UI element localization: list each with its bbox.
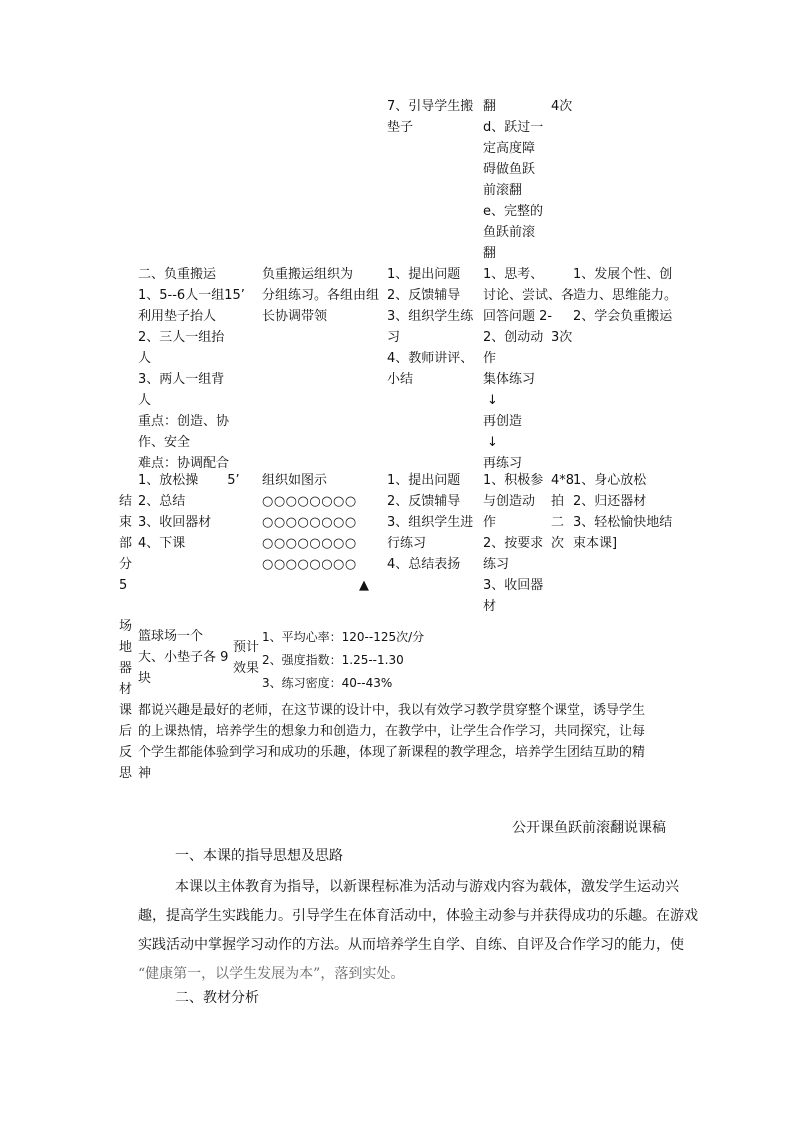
end-col4-line: 作 bbox=[483, 515, 497, 530]
venue-label bbox=[119, 616, 132, 700]
load-col6-line: 造力、思维能力。 bbox=[573, 288, 678, 303]
end-side-char: 分 bbox=[119, 557, 133, 572]
end-col4 bbox=[483, 470, 543, 617]
load-col1-line: 难点：协调配合 bbox=[138, 456, 230, 471]
end-col1-line: 2、总结 bbox=[138, 494, 186, 509]
formation-row: ○○○○○○○○ bbox=[262, 536, 357, 551]
top-col4 bbox=[483, 96, 543, 264]
end-col5-line: 二 bbox=[551, 515, 565, 530]
load-col1-line: 3、两人一组背 bbox=[138, 372, 225, 387]
load-col6-line: 1、发展个性、创 bbox=[573, 267, 673, 282]
load-col2-line: 长协调带领 bbox=[262, 309, 328, 324]
down-arrow-icon: ↓ bbox=[487, 393, 498, 408]
load-col4-line: 2、创动动 bbox=[483, 330, 544, 345]
effect-label bbox=[233, 637, 259, 679]
venue-label-char: 地 bbox=[119, 640, 133, 655]
load-col3-line: 小结 bbox=[387, 372, 414, 387]
formation-row: ○○○○○○○○ bbox=[262, 557, 357, 572]
load-col4-line: 再练习 bbox=[483, 456, 523, 471]
load-col3-line: 习 bbox=[387, 330, 401, 345]
reflection-line: 神 bbox=[138, 766, 152, 781]
end-col6-line: 束本课] bbox=[573, 536, 618, 551]
section1-paragraph bbox=[138, 873, 698, 989]
end-col4-line: 与创造动 bbox=[483, 494, 536, 509]
load-col4-line: 作 bbox=[483, 351, 497, 366]
load-col4-line: 1、思考、 bbox=[483, 267, 544, 282]
effect-line: 3、练习密度：40--43% bbox=[262, 676, 393, 690]
end-side-char: 部 bbox=[119, 536, 133, 551]
paragraph-line: 本课以主体教育为指导，以新课程标准为活动与游戏内容为载体，激发学生运动兴 bbox=[175, 879, 679, 895]
reflection-line: 的上课热情，培养学生的想象力和创造力，在教学中，让学生合作学习，共同探究，让每 bbox=[138, 724, 646, 739]
end-col5-line: 4*8 bbox=[551, 473, 575, 488]
load-col4-line: 再创造 bbox=[483, 414, 523, 429]
load-col1 bbox=[138, 264, 245, 474]
top-col4-line: 碍做鱼跃 bbox=[483, 162, 536, 177]
reflection-label-char: 思 bbox=[119, 766, 133, 781]
end-col4-line: 材 bbox=[483, 599, 497, 614]
end-col5 bbox=[551, 470, 574, 554]
paragraph-line: 实践活动中掌握学习动作的方法。从而培养学生自学、自练、自评及合作学习的能力，使 bbox=[138, 937, 684, 953]
venue-label-char: 材 bbox=[119, 682, 133, 697]
load-col2-line: 负重搬运组织为 bbox=[262, 267, 354, 282]
load-col4-line: 回答问题 2- bbox=[483, 309, 553, 324]
load-col3-line: 3、组织学生练 bbox=[387, 309, 474, 324]
end-col4-line: 1、积极参 bbox=[483, 473, 544, 488]
load-col6-line: 2、学会负重搬运 bbox=[573, 309, 673, 324]
load-col3-line: 4、教师讲评、 bbox=[387, 351, 474, 366]
end-side-char: 束 bbox=[119, 515, 133, 530]
end-col4-line: 2、按要求 bbox=[483, 536, 544, 551]
end-col1 bbox=[138, 470, 240, 554]
section-heading: 一、本课的指导思想及思路 bbox=[175, 848, 343, 864]
end-col5-line: 拍 bbox=[551, 494, 565, 509]
top-col4-line: d、跃过一 bbox=[483, 120, 544, 135]
effect-label-line: 效果 bbox=[233, 661, 260, 676]
end-col4-line: 3、收回器 bbox=[483, 578, 544, 593]
formation-row: ○○○○○○○○ bbox=[262, 494, 357, 509]
end-col2 bbox=[262, 470, 357, 575]
load-col1-line: 利用垫子抬人 bbox=[138, 309, 217, 324]
end-side-label bbox=[119, 491, 132, 596]
top-col4-line: e、完整的 bbox=[483, 204, 543, 219]
load-col2 bbox=[262, 264, 379, 327]
top-col5: 4次 bbox=[551, 99, 573, 114]
reflection-line: 个学生都能体验到学习和成功的乐趣，体现了新课程的教学理念，培养学生团结互助的精 bbox=[138, 745, 646, 760]
end-col6-line: 1、身心放松 bbox=[573, 473, 647, 488]
load-col1-line: 重点：创造、协 bbox=[138, 414, 230, 429]
end-side-char: 结 bbox=[119, 494, 133, 509]
end-col1-line: 3、收回器材 bbox=[138, 515, 212, 530]
end-col3-line: 1、提出问题 bbox=[387, 473, 461, 488]
effect-line: 1、平均心率：120--125次/分 bbox=[262, 630, 425, 644]
end-col3-line: 3、组织学生进 bbox=[387, 515, 474, 530]
load-col3-line: 2、反馈辅导 bbox=[387, 288, 461, 303]
top-col4-line: 鱼跃前滚 bbox=[483, 225, 536, 240]
reflection-label-char: 反 bbox=[119, 745, 133, 760]
load-col3 bbox=[387, 264, 473, 390]
load-col2-line: 分组练习。各组由组 bbox=[262, 288, 380, 303]
end-col3 bbox=[387, 470, 473, 575]
formation-title: 组织如图示 bbox=[262, 473, 328, 488]
venue-label-char: 器 bbox=[119, 661, 133, 676]
venue-line: 大、小垫子各 9 bbox=[138, 650, 229, 665]
top-col4-line: 翻 bbox=[483, 246, 497, 261]
reflection-text bbox=[138, 700, 645, 784]
down-arrow-icon: ↓ bbox=[487, 435, 498, 450]
top-col4-line: 前滚翻 bbox=[483, 183, 523, 198]
venue-label-char: 场 bbox=[119, 619, 133, 634]
reflection-line: 都说兴趣是最好的老师，在这节课的设计中，我以有效学习教学贯穿整个课堂，诱导学生 bbox=[138, 703, 646, 718]
reflection-label bbox=[119, 700, 132, 784]
end-col1-line: 1、放松操 5’ bbox=[138, 473, 240, 488]
load-col1-line: 人 bbox=[138, 351, 152, 366]
venue-line: 块 bbox=[138, 671, 152, 686]
end-col6 bbox=[573, 470, 672, 554]
load-col4 bbox=[483, 264, 574, 474]
document-title: 公开课鱼跃前滚翻说课稿 bbox=[512, 820, 666, 836]
load-col3-line: 1、提出问题 bbox=[387, 267, 461, 282]
top-col4-line: 翻 bbox=[483, 99, 497, 114]
venue-line: 篮球场一个 bbox=[138, 629, 204, 644]
load-col1-line: 人 bbox=[138, 393, 152, 408]
end-col6-line: 3、轻松愉快地结 bbox=[573, 515, 673, 530]
load-col1-line: 2、三人一组抬 bbox=[138, 330, 225, 345]
effect-list bbox=[262, 626, 424, 695]
teacher-triangle-icon: ▲ bbox=[359, 578, 369, 593]
formation-row: ○○○○○○○○ bbox=[262, 515, 357, 530]
effect-label-line: 预计 bbox=[233, 640, 260, 655]
load-col1-line: 二、负重搬运 bbox=[138, 267, 217, 282]
top-col3 bbox=[387, 96, 473, 138]
load-col1-line: 作、安全 bbox=[138, 435, 191, 450]
end-col6-line: 2、归还器材 bbox=[573, 494, 647, 509]
paragraph-line: 趣，提高学生实践能力。引导学生在体育活动中，体验主动参与并获得成功的乐趣。在游戏 bbox=[138, 908, 698, 924]
end-col3-line: 2、反馈辅导 bbox=[387, 494, 461, 509]
section-heading: 二、教材分析 bbox=[175, 990, 259, 1006]
load-col4-line: 集体练习 bbox=[483, 372, 536, 387]
top-col3-line: 垫子 bbox=[387, 120, 414, 135]
end-col3-line: 4、总结表扬 bbox=[387, 557, 461, 572]
reflection-label-char: 课 bbox=[119, 703, 133, 718]
end-col4-line: 练习 bbox=[483, 557, 510, 572]
load-col6 bbox=[573, 264, 677, 327]
paragraph-line: “健康第一，以学生发展为本”，落到实处。 bbox=[138, 966, 405, 982]
reflection-label-char: 后 bbox=[119, 724, 133, 739]
top-col4-line: 定高度障 bbox=[483, 141, 536, 156]
end-col1-line: 4、下课 bbox=[138, 536, 186, 551]
load-col4-line: 讨论、尝试、各 bbox=[483, 288, 575, 303]
end-col5-line: 次 bbox=[551, 536, 565, 551]
venue-text bbox=[138, 626, 228, 689]
load-col1-line: 1、5--6人一组15’ bbox=[138, 288, 245, 303]
load-col5: 3次 bbox=[551, 330, 573, 345]
end-side-char: 5 bbox=[119, 578, 128, 593]
effect-line: 2、强度指数：1.25--1.30 bbox=[262, 653, 404, 667]
end-col3-line: 行练习 bbox=[387, 536, 427, 551]
top-col3-line: 7、引导学生搬 bbox=[387, 99, 474, 114]
